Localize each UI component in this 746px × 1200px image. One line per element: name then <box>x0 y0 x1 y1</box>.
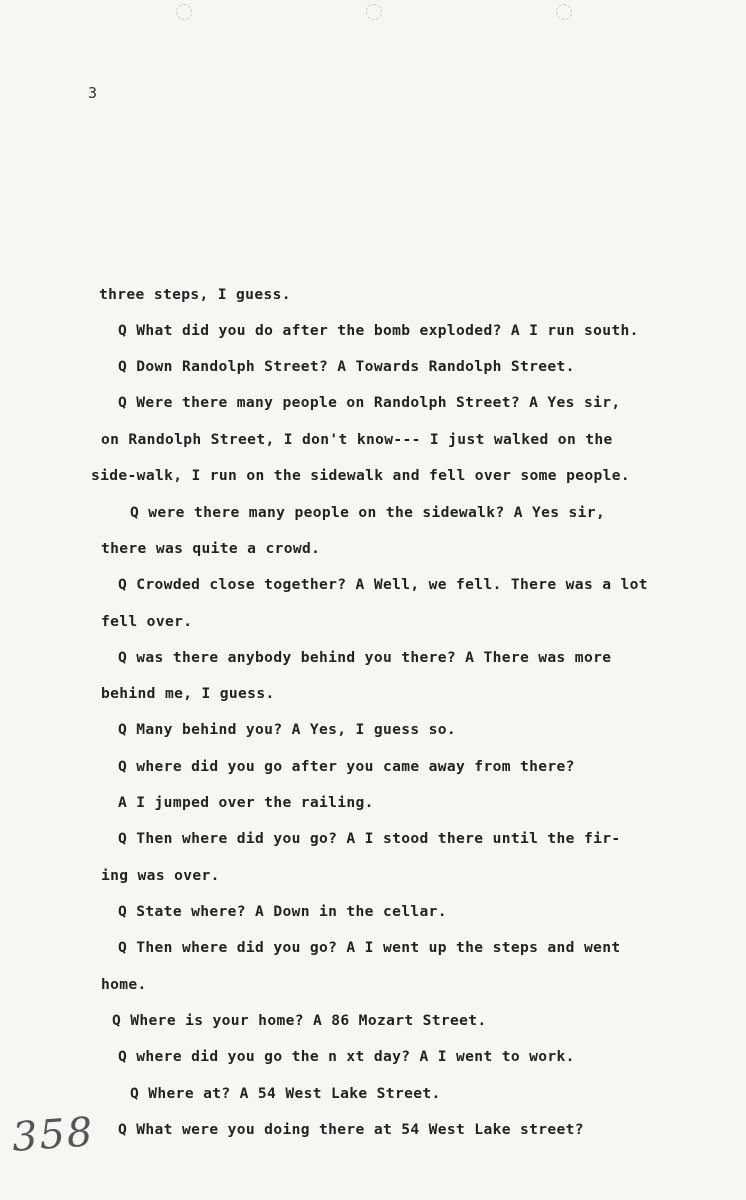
transcript-line: Q Where at? A 54 West Lake Street. <box>130 1085 441 1102</box>
transcript-line: ing was over. <box>101 867 220 884</box>
punch-hole-mark <box>176 4 192 20</box>
transcript-line: home. <box>101 976 147 993</box>
transcript-line: Q was there anybody behind you there? A There was more <box>118 649 612 666</box>
transcript-line: on Randolph Street, I don't know--- I just walked on the <box>101 431 613 448</box>
transcript-line: Q What did you do after the bomb exploded? A I run south. <box>118 322 639 339</box>
transcript-line: there was quite a crowd. <box>101 540 321 557</box>
transcript-line: fell over. <box>101 613 193 630</box>
transcript-line: Q Then where did you go? A I stood there until the fir- <box>118 830 621 847</box>
transcript-line: Q State where? A Down in the cellar. <box>118 903 447 920</box>
transcript-line: Q Then where did you go? A I went up the steps and went <box>118 939 621 956</box>
transcript-line: Q Were there many people on Randolph Street? A Yes sir, <box>118 394 621 411</box>
punch-hole-mark <box>366 4 382 20</box>
transcript-line: Q Where is your home? A 86 Mozart Street. <box>112 1012 487 1029</box>
transcript-line: Q Crowded close together? A Well, we fell. There was a lot <box>118 576 648 593</box>
transcript-line: behind me, I guess. <box>101 685 275 702</box>
transcript-line: Q were there many people on the sidewalk? A Yes sir, <box>130 504 606 521</box>
handwritten-page-number: 358 <box>10 1109 96 1161</box>
transcript-line: Q Many behind you? A Yes, I guess so. <box>118 721 457 738</box>
transcript-line: A I jumped over the railing. <box>118 794 374 811</box>
transcript-line: Q What were you doing there at 54 West Lake street? <box>118 1121 584 1138</box>
page-number: 3 <box>88 84 98 102</box>
transcript-line: Q where did you go after you came away from there? <box>118 758 575 775</box>
transcript-line: Q Down Randolph Street? A Towards Randolph Street. <box>118 358 575 375</box>
transcript-line: three steps, I guess. <box>99 286 291 303</box>
transcript-line: side-walk, I run on the sidewalk and fell over some people. <box>91 467 631 484</box>
punch-hole-mark <box>556 4 572 20</box>
transcript-line: Q where did you go the n xt day? A I went to work. <box>118 1048 575 1065</box>
